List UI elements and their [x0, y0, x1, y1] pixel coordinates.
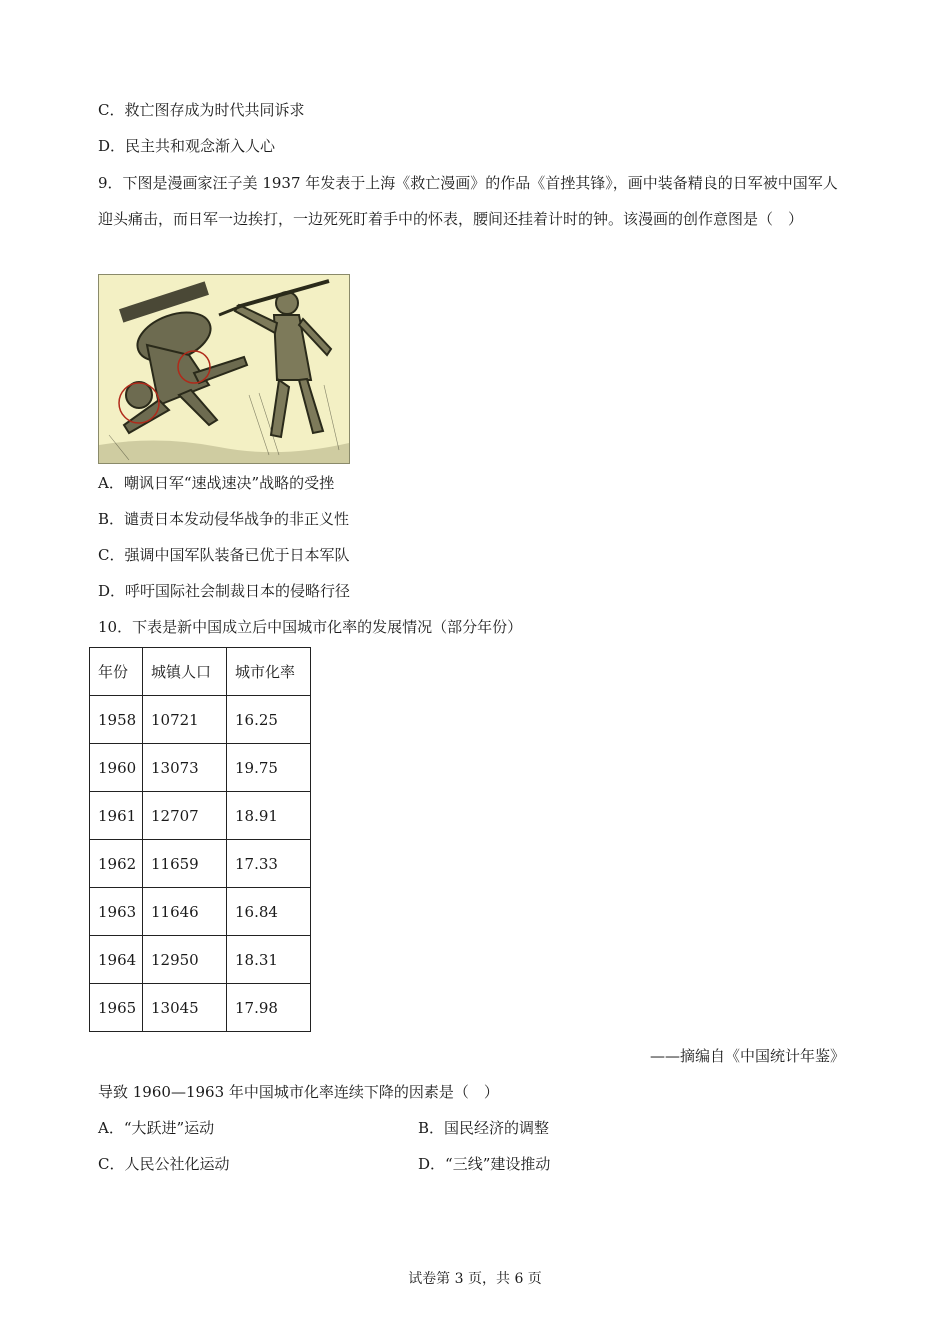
table-cell: 1961 [90, 792, 143, 840]
q9-option-a: A．嘲讽日军“速战速决”战略的受挫 [98, 474, 335, 492]
option-c-prev: C．救亡图存成为时代共同诉求 [98, 101, 305, 119]
page-footer: 试卷第 3 页，共 6 页 [408, 1271, 542, 1287]
table-cell: 17.98 [227, 984, 311, 1032]
table-cell: 18.91 [227, 792, 311, 840]
table-row [90, 840, 311, 888]
table-cell: 1960 [90, 744, 143, 792]
table-cell: 1958 [90, 696, 143, 744]
question-10-stem: 10．下表是新中国成立后中国城市化率的发展情况（部分年份） [98, 618, 523, 636]
q10-option-b: B．国民经济的调整 [418, 1119, 550, 1137]
q9-option-b: B．谴责日本发动侵华战争的非正义性 [98, 510, 350, 528]
table-cell: 13073 [143, 744, 227, 792]
q9-option-d: D．呼吁国际社会制裁日本的侵略行径 [98, 582, 351, 600]
table-cell: 19.75 [227, 744, 311, 792]
table-cell: 13045 [143, 984, 227, 1032]
source-citation: ——摘编自《中国统计年鉴》 [649, 1047, 845, 1065]
table-cell: 10721 [143, 696, 227, 744]
table-cell: 11659 [143, 840, 227, 888]
q10-option-c: C．人民公社化运动 [98, 1155, 230, 1173]
table-header: 年份 [90, 648, 143, 696]
table-row [90, 696, 311, 744]
table-row [90, 792, 311, 840]
table-row [90, 984, 311, 1032]
table-cell: 1964 [90, 936, 143, 984]
table-header-row [90, 648, 311, 696]
table-cell: 17.33 [227, 840, 311, 888]
table-row [90, 936, 311, 984]
table-cell: 16.84 [227, 888, 311, 936]
table-cell: 12707 [143, 792, 227, 840]
question-9-stem: 9．下图是漫画家汪子美 1937 年发表于上海《救亡漫画》的作品《首挫其锋》，画中装备精良的日军被中国军人迎头痛击，而日军一边挨打，一边死死盯着手中的怀表，腰间还挂着计时的钟。该漫画的创作意图是（ ） [98, 174, 838, 228]
table-header: 城市化率 [227, 648, 311, 696]
option-d-prev: D．民主共和观念渐入人心 [98, 137, 276, 155]
cartoon-image [98, 274, 350, 464]
urbanization-table [89, 647, 311, 1032]
table-cell: 1962 [90, 840, 143, 888]
q9-option-c: C．强调中国军队装备已优于日本军队 [98, 546, 350, 564]
question-10-prompt: 导致 1960—1963 年中国城市化率连续下降的因素是（ ） [98, 1083, 499, 1101]
q10-option-d: D．“三线”建设推动 [418, 1155, 551, 1173]
table-cell: 11646 [143, 888, 227, 936]
table-cell: 18.31 [227, 936, 311, 984]
table-cell: 1965 [90, 984, 143, 1032]
table-cell: 1963 [90, 888, 143, 936]
table-row [90, 888, 311, 936]
table-row [90, 744, 311, 792]
table-cell: 16.25 [227, 696, 311, 744]
table-cell: 12950 [143, 936, 227, 984]
q10-option-a: A．“大跃进”运动 [98, 1119, 215, 1137]
table-header: 城镇人口 [143, 648, 227, 696]
